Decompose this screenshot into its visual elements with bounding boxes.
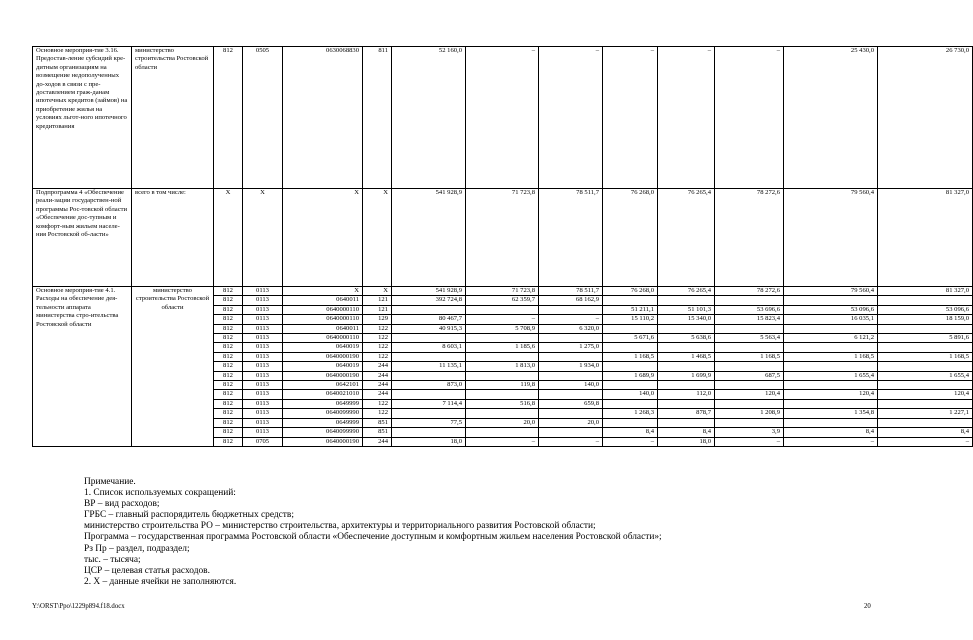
- year-2015-cell: 6 320,0: [539, 324, 603, 333]
- rzpr-cell: 0113: [243, 399, 283, 408]
- grbs-cell: 812: [214, 315, 243, 324]
- year-2019-cell: 1 168,5: [784, 352, 878, 361]
- year-2020-cell: [878, 418, 973, 427]
- year-2020-cell: 81 327,0: [878, 287, 973, 296]
- notes-section: [84, 477, 662, 588]
- vr-cell: 122: [363, 343, 392, 352]
- total-cell: [392, 352, 466, 361]
- year-2018-cell: 3,9: [715, 428, 784, 437]
- year-2014-cell: –: [466, 315, 539, 324]
- vr-cell: 122: [363, 409, 392, 418]
- grbs-cell: 812: [214, 390, 243, 399]
- rzpr-cell: 0113: [243, 305, 283, 314]
- csr-cell: 0640011: [283, 324, 363, 333]
- year-2020-cell: 1 227,1: [878, 409, 973, 418]
- budget-table: [32, 46, 973, 447]
- year-2018-cell: [715, 343, 784, 352]
- year-2019-cell: [784, 324, 878, 333]
- note-line: ЦСР – целевая статья расходов.: [84, 565, 210, 576]
- rzpr-cell: 0113: [243, 287, 283, 296]
- total-cell: [392, 305, 466, 314]
- csr-cell: 0640011: [283, 296, 363, 305]
- year-2014-cell: [466, 428, 539, 437]
- grbs-cell: 812: [214, 437, 243, 446]
- table-row: [33, 287, 973, 296]
- year-2017-cell: 1 468,5: [658, 352, 715, 361]
- year-2015-cell: 78 511,7: [539, 189, 603, 287]
- total-cell: 541 928,9: [392, 189, 466, 287]
- year-2014-cell: –: [466, 47, 539, 189]
- year-2019-cell: 6 121,2: [784, 334, 878, 343]
- year-2015-cell: –: [539, 437, 603, 446]
- csr-cell: Х: [283, 287, 363, 296]
- year-2016-cell: 51 211,1: [603, 305, 658, 314]
- year-2016-cell: [603, 296, 658, 305]
- year-2017-cell: [658, 381, 715, 390]
- rzpr-cell: 0113: [243, 352, 283, 361]
- rzpr-cell: 0113: [243, 362, 283, 371]
- budget-table-page: [32, 46, 969, 447]
- year-2015-cell: [539, 371, 603, 380]
- total-cell: 7 114,4: [392, 399, 466, 408]
- year-2018-cell: 53 696,6: [715, 305, 784, 314]
- vr-cell: 121: [363, 296, 392, 305]
- year-2017-cell: [658, 362, 715, 371]
- grbs-cell: 812: [214, 287, 243, 296]
- year-2016-cell: [603, 343, 658, 352]
- year-2020-cell: 53 096,6: [878, 305, 973, 314]
- total-cell: [392, 334, 466, 343]
- year-2020-cell: [878, 324, 973, 333]
- note-line: министерство строительства РО – министерство строительства, архитектуры и территориального развития Ростовской области;: [84, 521, 596, 532]
- rzpr-cell: 0113: [243, 296, 283, 305]
- year-2015-cell: [539, 334, 603, 343]
- year-2015-cell: 659,8: [539, 399, 603, 408]
- total-cell: [392, 409, 466, 418]
- note-line: тыс. – тысяча;: [84, 554, 141, 565]
- vr-cell: 244: [363, 381, 392, 390]
- vr-cell: 244: [363, 371, 392, 380]
- year-2016-cell: 140,0: [603, 390, 658, 399]
- year-2014-cell: [466, 409, 539, 418]
- note-line: Рз Пр – раздел, подраздел;: [84, 543, 190, 554]
- year-2019-cell: 79 560,4: [784, 189, 878, 287]
- year-2018-cell: 687,5: [715, 371, 784, 380]
- note-line: 1. Список используемых сокращений:: [84, 488, 236, 499]
- year-2014-cell: 119,8: [466, 381, 539, 390]
- year-2014-cell: 1 185,6: [466, 343, 539, 352]
- year-2020-cell: 26 730,0: [878, 47, 973, 189]
- year-2020-cell: –: [878, 437, 973, 446]
- csr-cell: Х: [283, 189, 363, 287]
- csr-cell: 0640099990: [283, 428, 363, 437]
- note-line: Программа – государственная программа Ростовской области «Обеспечение доступным и комфортным жильем населения Ростовской области»;: [84, 532, 662, 543]
- year-2016-cell: 15 110,2: [603, 315, 658, 324]
- year-2020-cell: 81 327,0: [878, 189, 973, 287]
- year-2017-cell: 878,7: [658, 409, 715, 418]
- csr-cell: 0640000190: [283, 437, 363, 446]
- notes-heading: Примечание.: [84, 477, 136, 487]
- year-2018-cell: 78 272,6: [715, 287, 784, 296]
- year-2014-cell: 5 708,9: [466, 324, 539, 333]
- year-2017-cell: 76 265,4: [658, 189, 715, 287]
- csr-cell: 0640000110: [283, 305, 363, 314]
- year-2019-cell: –: [784, 437, 878, 446]
- rzpr-cell: 0705: [243, 437, 283, 446]
- year-2015-cell: [539, 390, 603, 399]
- year-2019-cell: 1 354,8: [784, 409, 878, 418]
- year-2016-cell: [603, 399, 658, 408]
- grbs-cell: Х: [214, 189, 243, 287]
- rzpr-cell: 0505: [243, 47, 283, 189]
- csr-cell: 0640000110: [283, 315, 363, 324]
- grbs-cell: 812: [214, 399, 243, 408]
- grbs-cell: 812: [214, 409, 243, 418]
- year-2019-cell: 8,4: [784, 428, 878, 437]
- year-2014-cell: 20,0: [466, 418, 539, 427]
- year-2014-cell: [466, 390, 539, 399]
- year-2018-cell: [715, 399, 784, 408]
- grbs-cell: 812: [214, 371, 243, 380]
- year-2019-cell: 79 560,4: [784, 287, 878, 296]
- year-2020-cell: 5 891,6: [878, 334, 973, 343]
- year-2015-cell: –: [539, 315, 603, 324]
- year-2018-cell: 120,4: [715, 390, 784, 399]
- total-cell: 18,0: [392, 437, 466, 446]
- year-2018-cell: 78 272,6: [715, 189, 784, 287]
- executor-cell: всего в том числе:: [132, 189, 214, 287]
- year-2016-cell: 76 268,0: [603, 287, 658, 296]
- year-2016-cell: 1 268,3: [603, 409, 658, 418]
- grbs-cell: 812: [214, 47, 243, 189]
- year-2019-cell: 25 430,0: [784, 47, 878, 189]
- year-2016-cell: 1 689,9: [603, 371, 658, 380]
- grbs-cell: 812: [214, 324, 243, 333]
- year-2017-cell: 76 265,4: [658, 287, 715, 296]
- vr-cell: 851: [363, 428, 392, 437]
- year-2017-cell: [658, 296, 715, 305]
- total-cell: 541 928,9: [392, 287, 466, 296]
- year-2015-cell: 78 511,7: [539, 287, 603, 296]
- csr-cell: 0640000190: [283, 352, 363, 361]
- year-2015-cell: 1 934,0: [539, 362, 603, 371]
- year-2018-cell: [715, 362, 784, 371]
- rzpr-cell: 0113: [243, 315, 283, 324]
- year-2017-cell: [658, 343, 715, 352]
- year-2014-cell: 71 723,8: [466, 287, 539, 296]
- year-2018-cell: [715, 296, 784, 305]
- year-2019-cell: [784, 381, 878, 390]
- total-cell: 77,5: [392, 418, 466, 427]
- vr-cell: 122: [363, 399, 392, 408]
- year-2016-cell: –: [603, 437, 658, 446]
- year-2017-cell: 8,4: [658, 428, 715, 437]
- vr-cell: 122: [363, 334, 392, 343]
- csr-cell: 0649999: [283, 418, 363, 427]
- year-2017-cell: 1 699,9: [658, 371, 715, 380]
- table-row: [33, 47, 973, 189]
- year-2018-cell: [715, 324, 784, 333]
- vr-cell: 851: [363, 418, 392, 427]
- year-2020-cell: [878, 296, 973, 305]
- year-2019-cell: [784, 418, 878, 427]
- vr-cell: 121: [363, 305, 392, 314]
- csr-cell: 0640021010: [283, 390, 363, 399]
- year-2017-cell: 15 340,0: [658, 315, 715, 324]
- year-2017-cell: [658, 418, 715, 427]
- year-2019-cell: [784, 296, 878, 305]
- rzpr-cell: 0113: [243, 371, 283, 380]
- year-2018-cell: [715, 418, 784, 427]
- grbs-cell: 812: [214, 418, 243, 427]
- year-2019-cell: 53 096,6: [784, 305, 878, 314]
- rzpr-cell: Х: [243, 189, 283, 287]
- total-cell: 40 915,3: [392, 324, 466, 333]
- rzpr-cell: 0113: [243, 390, 283, 399]
- executor-cell: министерство строительства Ростовской области: [132, 47, 214, 189]
- year-2020-cell: 18 159,0: [878, 315, 973, 324]
- total-cell: 80 467,7: [392, 315, 466, 324]
- csr-cell: 0640000110: [283, 334, 363, 343]
- year-2020-cell: 120,4: [878, 390, 973, 399]
- grbs-cell: 812: [214, 362, 243, 371]
- vr-cell: 129: [363, 315, 392, 324]
- total-cell: [392, 390, 466, 399]
- year-2017-cell: 18,0: [658, 437, 715, 446]
- grbs-cell: 812: [214, 352, 243, 361]
- year-2018-cell: 5 563,4: [715, 334, 784, 343]
- year-2020-cell: [878, 381, 973, 390]
- csr-cell: 0640000190: [283, 371, 363, 380]
- csr-cell: 0640019: [283, 362, 363, 371]
- note-line: ВР – вид расходов;: [84, 499, 160, 510]
- year-2016-cell: [603, 418, 658, 427]
- grbs-cell: 812: [214, 305, 243, 314]
- grbs-cell: 812: [214, 296, 243, 305]
- year-2019-cell: [784, 362, 878, 371]
- year-2016-cell: 76 268,0: [603, 189, 658, 287]
- rzpr-cell: 0113: [243, 343, 283, 352]
- csr-cell: 0640099990: [283, 409, 363, 418]
- year-2019-cell: [784, 399, 878, 408]
- rzpr-cell: 0113: [243, 334, 283, 343]
- note-line: ГРБС – главный распорядитель бюджетных средств;: [84, 510, 294, 521]
- total-cell: 11 135,1: [392, 362, 466, 371]
- year-2020-cell: 8,4: [878, 428, 973, 437]
- year-2016-cell: [603, 324, 658, 333]
- rzpr-cell: 0113: [243, 381, 283, 390]
- csr-cell: 0640019: [283, 343, 363, 352]
- year-2015-cell: [539, 409, 603, 418]
- vr-cell: 244: [363, 437, 392, 446]
- grbs-cell: 812: [214, 428, 243, 437]
- year-2014-cell: –: [466, 437, 539, 446]
- year-2015-cell: 68 162,9: [539, 296, 603, 305]
- year-2017-cell: 5 638,6: [658, 334, 715, 343]
- year-2014-cell: 1 813,0: [466, 362, 539, 371]
- document-path: Y:\ORST\Ppo\1229p894.f18.docx: [32, 603, 125, 610]
- year-2015-cell: [539, 428, 603, 437]
- rzpr-cell: 0113: [243, 324, 283, 333]
- year-2018-cell: 15 823,4: [715, 315, 784, 324]
- year-2017-cell: 51 101,3: [658, 305, 715, 314]
- year-2015-cell: 140,0: [539, 381, 603, 390]
- year-2018-cell: 1 168,5: [715, 352, 784, 361]
- year-2018-cell: [715, 381, 784, 390]
- year-2015-cell: –: [539, 47, 603, 189]
- vr-cell: 244: [363, 390, 392, 399]
- year-2020-cell: 1 655,4: [878, 371, 973, 380]
- csr-cell: 0642101: [283, 381, 363, 390]
- total-cell: 52 160,0: [392, 47, 466, 189]
- year-2016-cell: 8,4: [603, 428, 658, 437]
- year-2017-cell: –: [658, 47, 715, 189]
- year-2020-cell: [878, 362, 973, 371]
- year-2015-cell: [539, 305, 603, 314]
- year-2016-cell: 5 671,6: [603, 334, 658, 343]
- year-2020-cell: [878, 343, 973, 352]
- year-2016-cell: –: [603, 47, 658, 189]
- year-2017-cell: 112,0: [658, 390, 715, 399]
- year-2019-cell: 120,4: [784, 390, 878, 399]
- year-2014-cell: 62 359,7: [466, 296, 539, 305]
- csr-cell: 0630068830: [283, 47, 363, 189]
- year-2018-cell: 1 208,9: [715, 409, 784, 418]
- total-cell: 392 724,8: [392, 296, 466, 305]
- year-2014-cell: [466, 352, 539, 361]
- year-2019-cell: 1 655,4: [784, 371, 878, 380]
- total-cell: 873,0: [392, 381, 466, 390]
- year-2015-cell: [539, 352, 603, 361]
- year-2017-cell: [658, 399, 715, 408]
- year-2014-cell: 71 723,8: [466, 189, 539, 287]
- total-cell: [392, 428, 466, 437]
- vr-cell: 122: [363, 352, 392, 361]
- year-2019-cell: [784, 343, 878, 352]
- vr-cell: Х: [363, 287, 392, 296]
- note-line: 2. Х – данные ячейки не заполняются.: [84, 576, 237, 587]
- rzpr-cell: 0113: [243, 409, 283, 418]
- year-2018-cell: –: [715, 47, 784, 189]
- year-2016-cell: 1 168,5: [603, 352, 658, 361]
- activity-name: Основное мероприя-тие 4.1. Расходы на обеспечение дея-тельности аппарата министерства стро-ительства Ростовской области: [33, 287, 132, 447]
- vr-cell: 811: [363, 47, 392, 189]
- page-number: 20: [864, 603, 871, 610]
- year-2015-cell: 1 275,0: [539, 343, 603, 352]
- grbs-cell: 812: [214, 381, 243, 390]
- year-2016-cell: [603, 381, 658, 390]
- year-2015-cell: 20,0: [539, 418, 603, 427]
- total-cell: [392, 371, 466, 380]
- csr-cell: 0649999: [283, 399, 363, 408]
- vr-cell: 122: [363, 324, 392, 333]
- table-row: [33, 189, 973, 287]
- year-2020-cell: 1 168,5: [878, 352, 973, 361]
- executor-cell: министерство строительства Ростовской области: [132, 287, 214, 447]
- grbs-cell: 812: [214, 343, 243, 352]
- year-2014-cell: [466, 334, 539, 343]
- total-cell: 8 603,1: [392, 343, 466, 352]
- year-2016-cell: [603, 362, 658, 371]
- activity-name: Подпрограмма 4 «Обеспечение реали-зации государствен-ной программы Рос-товской области «Обеспечение дос-тупным и комфорт-ным жильем населе-ния Ростовской об-ласти»: [33, 189, 132, 287]
- year-2020-cell: [878, 399, 973, 408]
- activity-name: Основное мероприя-тие 3.16. Предостав-ление субсидий кре-дитным организациям на возмещение недополученных до-ходов в связи с пре-доставлением граж-данам ипотечных кредитов (займов) на приобретение жилья на условиях льгот-ного ипотечного кредитования: [33, 47, 132, 189]
- year-2014-cell: [466, 305, 539, 314]
- year-2014-cell: 516,8: [466, 399, 539, 408]
- year-2018-cell: –: [715, 437, 784, 446]
- rzpr-cell: 0113: [243, 418, 283, 427]
- vr-cell: Х: [363, 189, 392, 287]
- vr-cell: 244: [363, 362, 392, 371]
- grbs-cell: 812: [214, 334, 243, 343]
- year-2017-cell: [658, 324, 715, 333]
- year-2014-cell: [466, 371, 539, 380]
- year-2019-cell: 16 035,1: [784, 315, 878, 324]
- rzpr-cell: 0113: [243, 428, 283, 437]
